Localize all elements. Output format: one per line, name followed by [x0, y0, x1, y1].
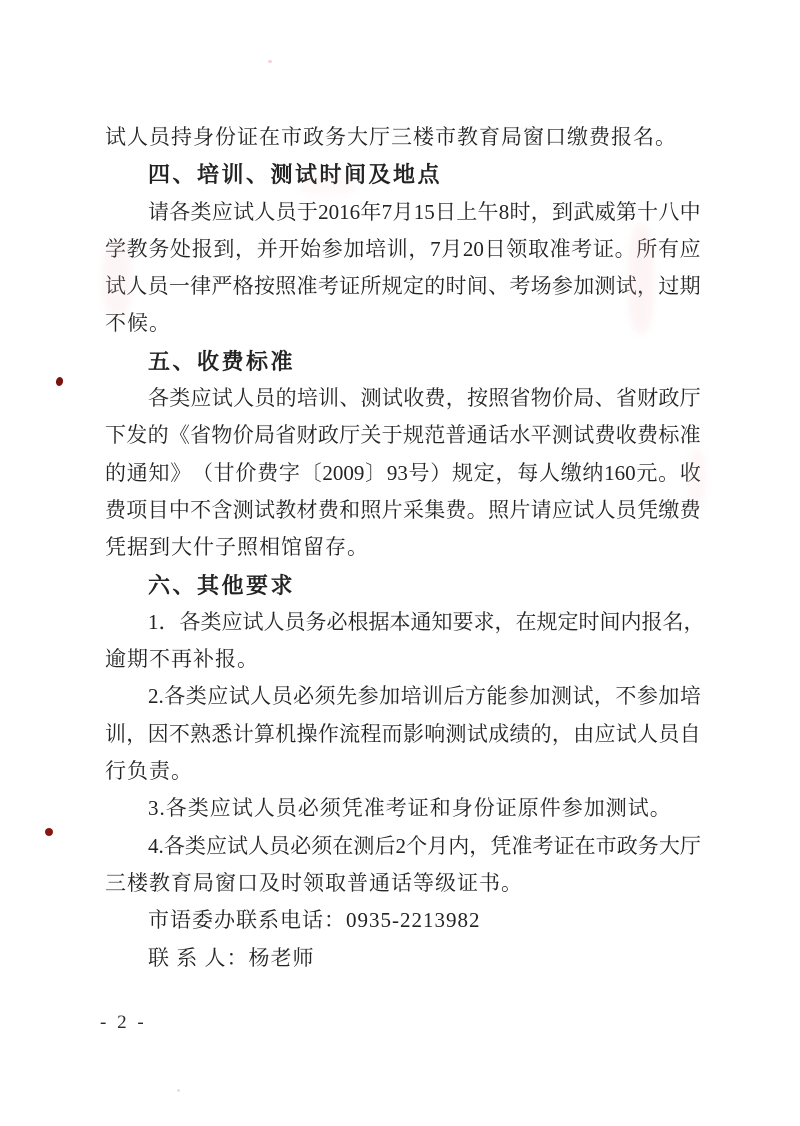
section-heading: 五、收费标准 [148, 348, 296, 374]
text-line: 请 各 类 应 试 人 员 于 2016 年 7 月 15 日 上 午 8 时 ， 到 武 威 第 十 八 中 [148, 199, 701, 224]
text-line: 试 人 员 一 律 严 格 按 照 准 考 证 所 规 定 的 时 间 、 考 场 参 加 测 试 ， 过 期 [105, 274, 701, 299]
text-line: 训 ， 因 不 熟 悉 计 算 机 操 作 流 程 而 影 响 测 试 成 绩 的 ， 由 应 试 人 员 自 [105, 721, 701, 746]
section-heading: 六、其他要求 [148, 572, 296, 598]
scan-artifact [688, 448, 706, 508]
text-line: 下 发 的 《 省 物 价 局 省 财 政 厅 关 于 规 范 普 通 话 水 平 测 试 费 收 费 标 准 [105, 423, 701, 448]
text-line: 市语委办联系电话：0935-2213982 [148, 908, 481, 933]
document-lines [105, 119, 705, 977]
scan-artifact [177, 1089, 180, 1092]
text-line: 试人员持身份证在市政务大厅三楼市教育局窗口缴费报名。 [105, 125, 677, 149]
text-line: 2. 各 类 应 试 人 员 必 须 先 参 加 培 训 后 方 能 参 加 测 试 ， 不 参 加 培 [148, 684, 701, 709]
text-line: 学 教 务 处 报 到 ， 并 开 始 参 加 培 训 ， 7 月 20 日 领 取 准 考 证 。 所 有 应 [105, 236, 701, 261]
text-line: 三楼教育局窗口及时领取普通话等级证书。 [105, 870, 523, 895]
text-line: 1 ． 各 类 应 试 人 员 务 必 根 据 本 通 知 要 求 ， 在 规 定 时 间 内 报 名 ， [148, 609, 705, 634]
text-line: 费 项 目 中 不 含 测 试 教 材 费 和 照 片 采 集 费 。 照 片 请 应 试 人 员 凭 缴 费 [105, 497, 701, 522]
text-line: 3.各类应试人员必须凭准考证和身份证原件参加测试。 [148, 796, 672, 821]
text-line: 不候。 [105, 311, 171, 336]
ink-dot [55, 376, 64, 386]
section-heading: 四、培训、测试时间及地点 [148, 162, 443, 188]
text-line: 各 类 应 试 人 员 的 培 训 、 测 试 收 费 ， 按 照 省 物 价 局 、 省 财 政 厅 [148, 386, 701, 411]
scan-artifact [300, 176, 356, 196]
text-line: 4. 各 类 应 试 人 员 必 须 在 测 后 2 个 月 内 ， 凭 准 考 证 在 市 政 务 大 厅 [148, 833, 701, 858]
scan-artifact [268, 60, 272, 63]
page-number: - 2 - [100, 1012, 147, 1033]
scan-artifact [102, 238, 132, 318]
text-line: 凭据到大什子照相馆留存。 [105, 535, 369, 560]
text-line: 联 系 人：杨老师 [148, 945, 315, 970]
text-line: 行负责。 [105, 759, 193, 784]
text-line: 的 通 知 》 （ 甘 价 费 字 〔 2009 〕 93 号 ） 规 定 ， 每 人 缴 纳 160 元 。 收 [105, 460, 701, 485]
scan-artifact [628, 224, 654, 334]
text-line: 逾期不再补报。 [105, 647, 259, 672]
ink-dot [45, 828, 53, 836]
